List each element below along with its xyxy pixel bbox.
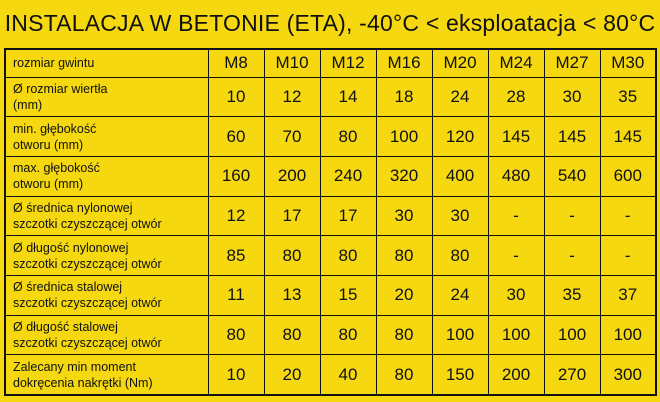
row-label-line: szczotki czyszczącej otwór — [13, 296, 162, 311]
table-cell: 17 — [264, 196, 320, 236]
row-label-line: Ø rozmiar wiertła — [13, 81, 108, 96]
table-cell: 80 — [320, 236, 376, 276]
table-cell: 24 — [432, 275, 488, 315]
table-cell: 80 — [376, 315, 432, 355]
table-cell: 24 — [432, 77, 488, 117]
table-cell: 85 — [208, 236, 264, 276]
table-cell: 270 — [544, 355, 600, 395]
table-cell: 30 — [544, 77, 600, 117]
row-label-line: Ø długość nylonowej — [13, 240, 129, 255]
table-cell: 12 — [208, 196, 264, 236]
table-cell: 14 — [320, 77, 376, 117]
table-cell: 80 — [376, 236, 432, 276]
row-label-line: Zalecany min moment — [13, 359, 136, 374]
table-cell: - — [544, 196, 600, 236]
table-cell: 60 — [208, 117, 264, 157]
table-cell: 300 — [600, 355, 656, 395]
table-cell: 240 — [320, 156, 376, 196]
table-cell: 80 — [376, 355, 432, 395]
row-label-line: szczotki czyszczącej otwór — [13, 216, 162, 231]
table-cell: - — [488, 236, 544, 276]
table-cell: 120 — [432, 117, 488, 157]
table-cell: 600 — [600, 156, 656, 196]
row-label-line: (mm) — [13, 97, 43, 112]
header-cell: M27 — [544, 49, 600, 77]
header-cell: M24 — [488, 49, 544, 77]
row-label-line: max. głębokość — [13, 161, 100, 176]
table-cell: - — [600, 236, 656, 276]
table-cell: - — [488, 196, 544, 236]
table-cell: 100 — [432, 315, 488, 355]
row-label-line: Ø długość stalowej — [13, 319, 118, 334]
header-cell: M16 — [376, 49, 432, 77]
table-cell: 320 — [376, 156, 432, 196]
header-cell: M20 — [432, 49, 488, 77]
table-cell: 11 — [208, 275, 264, 315]
table-cell: 17 — [320, 196, 376, 236]
table-header-row — [5, 49, 656, 77]
row-label — [5, 236, 208, 276]
table-cell: 20 — [264, 355, 320, 395]
header-cell: M8 — [208, 49, 264, 77]
row-label — [5, 275, 208, 315]
table-cell: 15 — [320, 275, 376, 315]
table-cell: 80 — [320, 315, 376, 355]
table-cell: 80 — [320, 117, 376, 157]
table-cell: 80 — [264, 315, 320, 355]
table-row — [5, 355, 656, 395]
row-label-line: szczotki czyszczącej otwór — [13, 256, 162, 271]
row-label-line: dokręcenia nakrętki (Nm) — [13, 375, 153, 390]
table-row — [5, 196, 656, 236]
specification-table — [4, 48, 657, 396]
table-cell: 100 — [488, 315, 544, 355]
table-row — [5, 77, 656, 117]
table-cell: - — [544, 236, 600, 276]
table-cell: 540 — [544, 156, 600, 196]
table-cell: 200 — [488, 355, 544, 395]
table-row — [5, 275, 656, 315]
table-cell: 20 — [376, 275, 432, 315]
header-cell: M12 — [320, 49, 376, 77]
table-cell: 30 — [376, 196, 432, 236]
table-cell: 37 — [600, 275, 656, 315]
row-label-line: otworu (mm) — [13, 177, 84, 192]
table-cell: 70 — [264, 117, 320, 157]
table-cell: 100 — [376, 117, 432, 157]
table-cell: 150 — [432, 355, 488, 395]
table-cell: 145 — [544, 117, 600, 157]
table-cell: 80 — [432, 236, 488, 276]
row-label-line: Ø średnica nylonowej — [13, 200, 133, 215]
row-label-line: otworu (mm) — [13, 137, 84, 152]
table-cell: 10 — [208, 77, 264, 117]
table-cell: 80 — [208, 315, 264, 355]
table-cell: 40 — [320, 355, 376, 395]
header-cell: M30 — [600, 49, 656, 77]
row-label — [5, 156, 208, 196]
table-cell: 10 — [208, 355, 264, 395]
table-cell: 400 — [432, 156, 488, 196]
table-cell: 35 — [544, 275, 600, 315]
row-label-line: Ø średnica stalowej — [13, 280, 123, 295]
table-cell: - — [600, 196, 656, 236]
table-cell: 100 — [544, 315, 600, 355]
row-label — [5, 355, 208, 395]
table-row — [5, 315, 656, 355]
row-label — [5, 315, 208, 355]
header-label: rozmiar gwintu — [5, 49, 208, 77]
table-cell: 480 — [488, 156, 544, 196]
table-cell: 80 — [264, 236, 320, 276]
table-cell: 13 — [264, 275, 320, 315]
table-cell: 30 — [488, 275, 544, 315]
table-row — [5, 236, 656, 276]
table-cell: 28 — [488, 77, 544, 117]
table-cell: 30 — [432, 196, 488, 236]
table-row — [5, 156, 656, 196]
page-title: INSTALACJA W BETONIE (ETA), -40°C < eksploatacja < 80°C — [4, 9, 656, 36]
table-cell: 35 — [600, 77, 656, 117]
table-cell: 160 — [208, 156, 264, 196]
table-cell: 200 — [264, 156, 320, 196]
table-row — [5, 117, 656, 157]
table-cell: 12 — [264, 77, 320, 117]
row-label — [5, 77, 208, 117]
table-cell: 100 — [600, 315, 656, 355]
row-label-line: min. głębokość — [13, 121, 97, 136]
table-cell: 145 — [600, 117, 656, 157]
header-cell: M10 — [264, 49, 320, 77]
row-label — [5, 117, 208, 157]
row-label-line: szczotki czyszczącej otwór — [13, 335, 162, 350]
table-cell: 18 — [376, 77, 432, 117]
row-label — [5, 196, 208, 236]
table-cell: 145 — [488, 117, 544, 157]
